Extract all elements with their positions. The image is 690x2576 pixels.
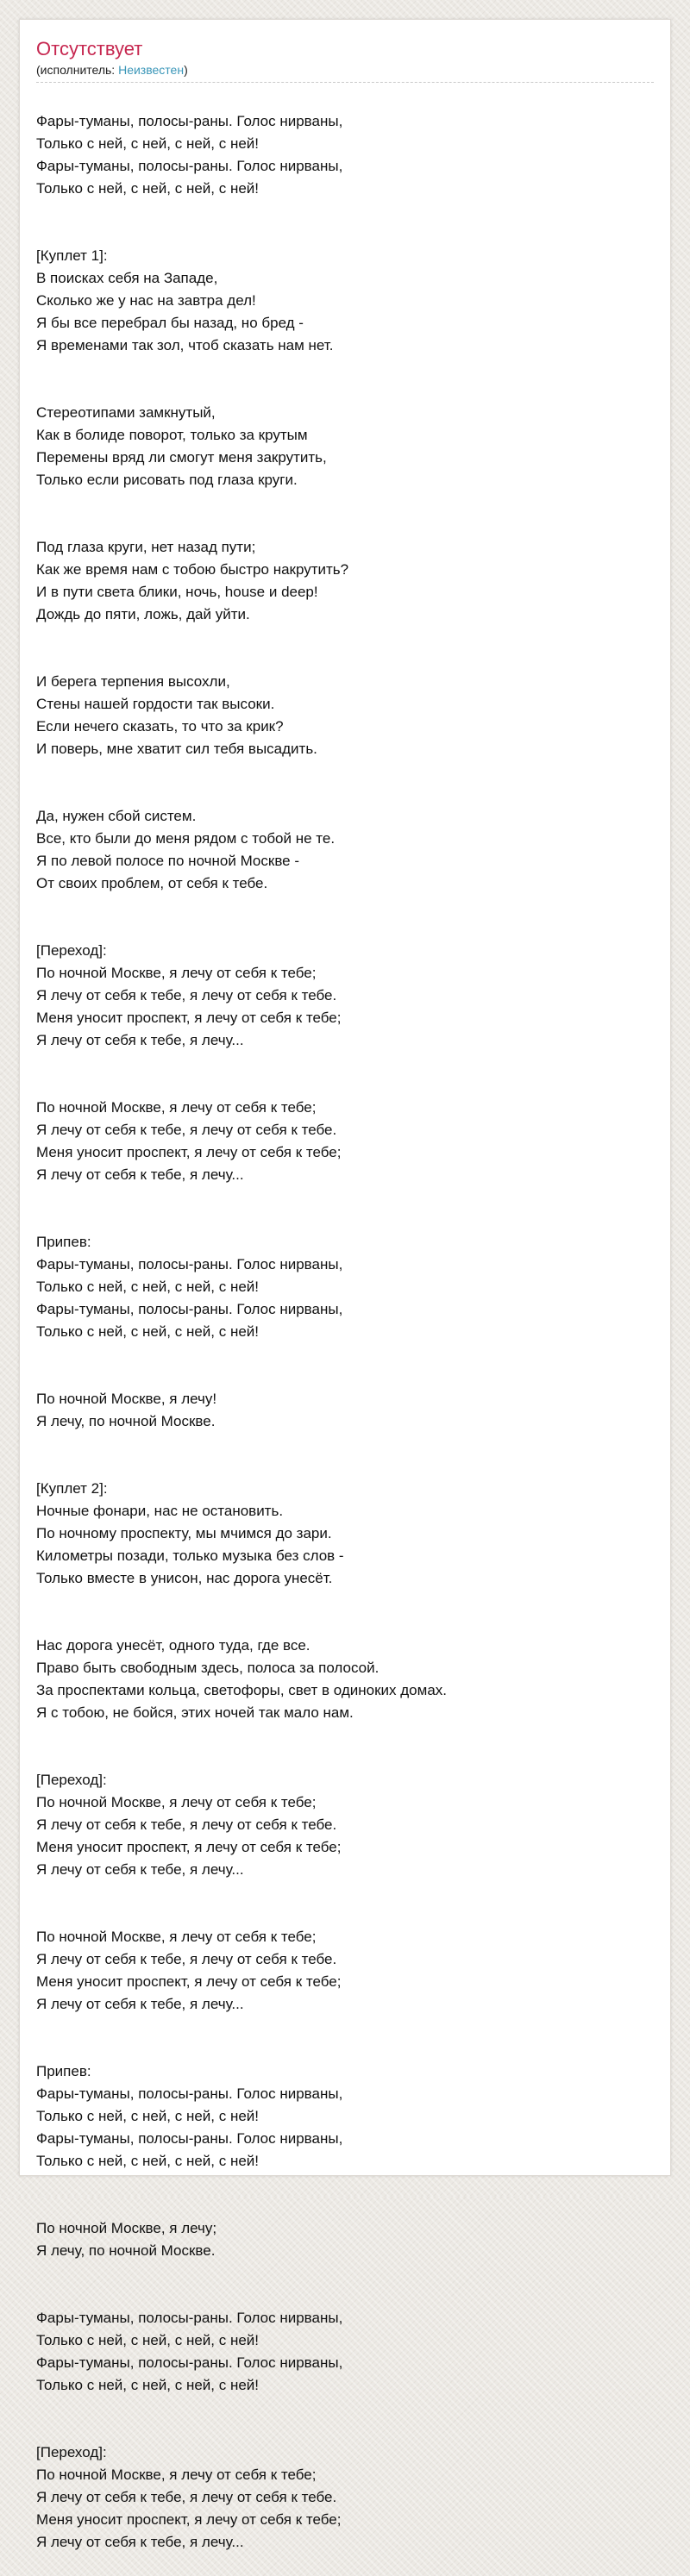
lyrics-stanza: [Куплет 2]: Ночные фонари, нас не остановить. По ночному проспекту, мы мчимся до зари. Километры позади, только музыка без слов - Только вместе в унисон, нас дорога унесёт. — [36, 1480, 344, 1586]
artist-link[interactable]: Неизвестен — [118, 63, 185, 77]
lyrics-stanza: По ночной Москве, я лечу! Я лечу, по ночной Москве. — [36, 1391, 217, 1429]
lyrics-stanza: По ночной Москве, я лечу от себя к тебе; Я лечу от себя к тебе, я лечу от себя к тебе. Меня уносит проспект, я лечу от себя к тебе; Я лечу от себя к тебе, я лечу... — [36, 1099, 342, 1183]
lyrics-card — [19, 19, 671, 2550]
lyrics-stanza: Стереотипами замкнутый, Как в болиде поворот, только за крутым Перемены вряд ли смогут меня закрутить, Только если рисовать под глаза круги. — [36, 404, 327, 488]
lyrics-stanza: [Переход]: По ночной Москве, я лечу от себя к тебе; Я лечу от себя к тебе, я лечу от себя к тебе. Меня уносит проспект, я лечу от себя к тебе; Я лечу от себя к тебе, я лечу... — [36, 1772, 342, 1878]
lyrics-stanza: Фары-туманы, полосы-раны. Голос нирваны, Только с ней, с ней, с ней, с ней! Фары-туманы, полосы-раны. Голос нирваны, Только с ней, с ней, с ней, с ней! — [36, 113, 343, 197]
song-title: Отсутствует — [36, 38, 143, 59]
lyrics-text — [36, 88, 654, 2576]
lyrics-stanza: [Переход]: По ночной Москве, я лечу от себя к тебе; Я лечу от себя к тебе, я лечу от себя к тебе. Меня уносит проспект, я лечу от себя к тебе; Я лечу от себя к тебе, я лечу... — [36, 2444, 342, 2550]
artist-suffix: ) — [184, 63, 188, 77]
lyrics-stanza: Под глаза круги, нет назад пути; Как же время нам с тобою быстро накрутить? И в пути света блики, ночь, house и deep! Дождь до пяти, ложь, дай уйти. — [36, 539, 349, 622]
lyrics-stanza: По ночной Москве, я лечу от себя к тебе; Я лечу от себя к тебе, я лечу от себя к тебе. Меня уносит проспект, я лечу от себя к тебе; Я лечу от себя к тебе, я лечу... — [36, 1929, 342, 2012]
lyrics-stanza: По ночной Москве, я лечу; Я лечу, по ночной Москве. — [36, 2220, 217, 2259]
lyrics-stanza: [Переход]: По ночной Москве, я лечу от себя к тебе; Я лечу от себя к тебе, я лечу от себя к тебе. Меня уносит проспект, я лечу от себя к тебе; Я лечу от себя к тебе, я лечу... — [36, 942, 342, 1048]
artist-line — [36, 62, 654, 83]
lyrics-stanza: Припев: Фары-туманы, полосы-раны. Голос нирваны, Только с ней, с ней, с ней, с ней! Фары-туманы, полосы-раны. Голос нирваны, Только с ней, с ней, с ней, с ней! — [36, 1234, 343, 1340]
lyrics-stanza: Фары-туманы, полосы-раны. Голос нирваны, Только с ней, с ней, с ней, с ней! Фары-туманы, полосы-раны. Голос нирваны, Только с ней, с ней, с ней, с ней! — [36, 2310, 343, 2393]
lyrics-stanza: Да, нужен сбой систем. Все, кто были до меня рядом с тобой не те. Я по левой полосе по ночной Москве - От своих проблем, от себя к тебе. — [36, 808, 336, 891]
lyrics-stanza: И берега терпения высохли, Стены нашей гордости так высоки. Если нечего сказать, то что за крик? И поверь, мне хватит сил тебя высадить. — [36, 673, 317, 757]
lyrics-stanza: Нас дорога унесёт, одного туда, где все. Право быть свободным здесь, полоса за полосой. За проспектами кольца, светофоры, свет в одиноких домах. Я с тобою, не бойся, этих ночей так мало нам. — [36, 1637, 447, 1721]
artist-prefix: (исполнитель: — [36, 63, 119, 77]
lyrics-stanza: [Куплет 1]: В поисках себя на Западе, Сколько же у нас на завтра дел! Я бы все перебрал бы назад, но бред - Я временами так зол, чтоб сказать нам нет. — [36, 247, 334, 353]
lyrics-content — [36, 38, 654, 2576]
lyrics-stanza: Припев: Фары-туманы, полосы-раны. Голос нирваны, Только с ней, с ней, с ней, с ней! Фары-туманы, полосы-раны. Голос нирваны, Только с ней, с ней, с ней, с ней! — [36, 2063, 343, 2169]
